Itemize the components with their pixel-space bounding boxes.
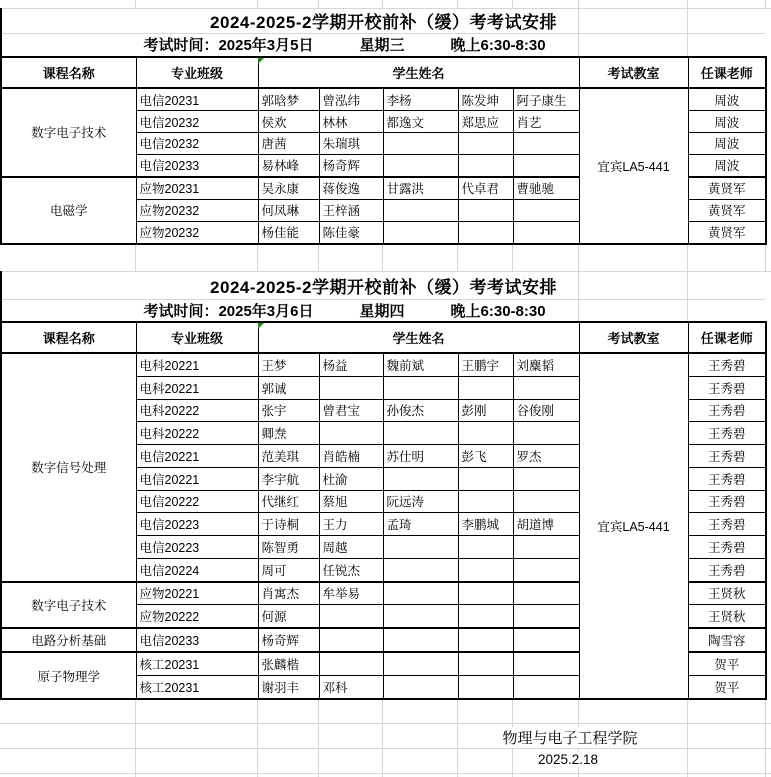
student-cell[interactable] [383, 221, 458, 244]
student-cell[interactable]: 杨奇辉 [319, 154, 383, 177]
class-cell[interactable]: 应物20221 [136, 582, 258, 605]
teacher-cell[interactable]: 王秀碧 [688, 490, 766, 513]
class-cell[interactable]: 电信20232 [136, 111, 258, 133]
teacher-cell[interactable]: 黄贤军 [688, 177, 766, 200]
student-cell[interactable]: 邓科 [319, 676, 383, 699]
student-cell[interactable]: 郑思应 [458, 111, 513, 133]
student-cell[interactable]: 蔡旭 [319, 490, 383, 513]
student-cell[interactable]: 王力 [319, 513, 383, 536]
header-course[interactable]: 课程名称 [1, 57, 136, 88]
table-subtitle[interactable] [0, 299, 687, 321]
class-cell[interactable]: 电信20233 [136, 154, 258, 177]
student-cell[interactable]: 魏前斌 [383, 353, 458, 376]
student-cell[interactable] [513, 490, 579, 513]
class-cell[interactable]: 核工20231 [136, 676, 258, 699]
student-cell[interactable]: 孟琦 [383, 513, 458, 536]
student-cell[interactable] [383, 558, 458, 581]
student-cell[interactable]: 胡道博 [513, 513, 579, 536]
gridline [0, 723, 771, 724]
class-cell[interactable]: 电信20231 [136, 88, 258, 111]
gridline [318, 700, 319, 777]
class-cell[interactable]: 应物20222 [136, 605, 258, 628]
teacher-cell[interactable]: 黄贤军 [688, 221, 766, 244]
exam-schedule-table [0, 56, 767, 245]
student-cell[interactable]: 周越 [319, 535, 383, 558]
student-cell[interactable]: 曾君宝 [319, 399, 383, 422]
header-students[interactable]: 学生姓名 [258, 322, 579, 353]
student-cell[interactable] [383, 376, 458, 399]
student-cell[interactable]: 唐茜 [258, 132, 319, 154]
teacher-cell[interactable]: 周波 [688, 154, 766, 177]
gridline [765, 0, 766, 8]
student-cell[interactable]: 罗杰 [513, 445, 579, 468]
student-cell[interactable]: 王梓涵 [319, 200, 383, 222]
student-cell[interactable]: 谷俊刚 [513, 399, 579, 422]
student-cell[interactable]: 肖艺 [513, 111, 579, 133]
class-cell[interactable]: 电信20221 [136, 467, 258, 490]
class-cell[interactable]: 电科20221 [136, 353, 258, 376]
student-cell[interactable]: 牟举易 [319, 582, 383, 605]
teacher-cell[interactable]: 周波 [688, 111, 766, 133]
course-cell[interactable]: 数字电子技术 [1, 582, 136, 629]
student-cell[interactable]: 刘麋韬 [513, 353, 579, 376]
header-room[interactable]: 考试教室 [579, 57, 688, 88]
gridline [382, 700, 383, 777]
gridline [382, 245, 383, 271]
gridline [512, 245, 513, 271]
gridline [578, 0, 579, 8]
teacher-cell[interactable]: 王秀碧 [688, 535, 766, 558]
student-cell[interactable] [458, 376, 513, 399]
student-cell[interactable] [513, 376, 579, 399]
gridline [765, 245, 766, 271]
student-cell[interactable]: 杨益 [319, 353, 383, 376]
student-cell[interactable] [458, 535, 513, 558]
student-cell[interactable] [383, 535, 458, 558]
exam-time-range: 晚上6:30-8:30 [450, 37, 546, 54]
exam-schedule-table [0, 321, 767, 700]
student-cell[interactable] [458, 490, 513, 513]
table-title[interactable]: 2024-2025-2学期开校前补（缓）考考试安排 [0, 8, 765, 33]
table-row [1, 88, 766, 111]
student-cell[interactable] [383, 605, 458, 628]
student-cell[interactable] [319, 628, 383, 652]
exam-weekday: 星期四 [359, 302, 405, 320]
student-cell[interactable]: 任锐杰 [319, 558, 383, 581]
header-teacher[interactable]: 任课老师 [688, 57, 766, 88]
student-cell[interactable]: 李鹏城 [458, 513, 513, 536]
student-cell[interactable]: 代卓君 [458, 177, 513, 200]
student-cell[interactable] [458, 558, 513, 581]
header-teacher[interactable]: 任课老师 [688, 322, 766, 353]
student-cell[interactable]: 何源 [258, 605, 319, 628]
student-cell[interactable]: 苏仕明 [383, 445, 458, 468]
student-cell[interactable]: 肖皓楠 [319, 445, 383, 468]
student-cell[interactable] [513, 132, 579, 154]
course-cell[interactable]: 原子物理学 [1, 652, 136, 699]
student-cell[interactable]: 李宇航 [258, 467, 319, 490]
teacher-cell[interactable]: 黄贤军 [688, 200, 766, 222]
class-cell[interactable]: 电科20222 [136, 399, 258, 422]
gridline [135, 700, 136, 777]
class-cell[interactable]: 电信20224 [136, 558, 258, 581]
student-cell[interactable]: 陈佳豪 [319, 221, 383, 244]
student-cell[interactable] [513, 558, 579, 581]
gridline [257, 0, 258, 8]
student-cell[interactable] [513, 676, 579, 699]
student-cell[interactable] [383, 200, 458, 222]
student-cell[interactable] [383, 422, 458, 445]
gridline [687, 0, 688, 8]
student-cell[interactable] [383, 652, 458, 675]
gridline [318, 0, 319, 8]
course-cell[interactable]: 数字电子技术 [1, 88, 136, 177]
exam-weekday: 星期三 [359, 37, 405, 54]
student-cell[interactable]: 范美琪 [258, 445, 319, 468]
teacher-cell[interactable]: 周波 [688, 132, 766, 154]
student-cell[interactable] [458, 154, 513, 177]
header-class[interactable]: 专业班级 [136, 322, 258, 353]
student-cell[interactable] [458, 221, 513, 244]
student-cell[interactable]: 谢羽丰 [258, 676, 319, 699]
room-cell[interactable]: 宜宾LA5-441 [579, 353, 688, 699]
header-students[interactable]: 学生姓名 [258, 57, 579, 88]
student-cell[interactable]: 陈智勇 [258, 535, 319, 558]
student-cell[interactable]: 周可 [258, 558, 319, 581]
gridline [578, 245, 579, 271]
student-cell[interactable]: 阿子康生 [513, 88, 579, 111]
student-cell[interactable]: 卿焘 [258, 422, 319, 445]
class-cell[interactable]: 应物20232 [136, 221, 258, 244]
header-course[interactable]: 课程名称 [1, 322, 136, 353]
teacher-cell[interactable]: 贺平 [688, 676, 766, 699]
header-room[interactable]: 考试教室 [579, 322, 688, 353]
gridline [318, 245, 319, 271]
student-cell[interactable] [458, 605, 513, 628]
student-cell[interactable]: 曾泓纬 [319, 88, 383, 111]
student-cell[interactable]: 李杨 [383, 88, 458, 111]
student-cell[interactable]: 甘露洪 [383, 177, 458, 200]
exam-time-range: 晚上6:30-8:30 [450, 302, 546, 320]
student-cell[interactable]: 王梦 [258, 353, 319, 376]
footer-date[interactable]: 2025.2.18 [534, 752, 602, 767]
gridline [135, 245, 136, 271]
exam-table-1 [0, 8, 765, 245]
student-cell[interactable]: 孙俊杰 [383, 399, 458, 422]
class-cell[interactable]: 电信20232 [136, 132, 258, 154]
student-cell[interactable] [513, 652, 579, 675]
student-cell[interactable] [513, 467, 579, 490]
student-cell[interactable]: 代继红 [258, 490, 319, 513]
gridline [0, 748, 771, 749]
student-cell[interactable]: 阮远涛 [383, 490, 458, 513]
student-cell[interactable]: 彭飞 [458, 445, 513, 468]
exam-time-label: 考试时间：2025年3月6日 [143, 302, 314, 320]
footer-college[interactable]: 物理与电子工程学院 [498, 727, 641, 748]
student-cell[interactable]: 曹驰驰 [513, 177, 579, 200]
student-cell[interactable]: 易林峰 [258, 154, 319, 177]
class-cell[interactable]: 电信20223 [136, 513, 258, 536]
student-cell[interactable] [513, 200, 579, 222]
student-cell[interactable]: 何凤琳 [258, 200, 319, 222]
student-cell[interactable]: 郭诚 [258, 376, 319, 399]
student-cell[interactable] [383, 154, 458, 177]
teacher-cell[interactable]: 王秀碧 [688, 467, 766, 490]
student-cell[interactable]: 蒋俊逸 [319, 177, 383, 200]
student-cell[interactable]: 张麟楷 [258, 652, 319, 675]
gridline [687, 245, 688, 271]
class-cell[interactable]: 电信20233 [136, 628, 258, 652]
student-cell[interactable]: 陈发坤 [458, 88, 513, 111]
room-cell[interactable]: 宜宾LA5-441 [579, 88, 688, 244]
gridline [457, 0, 458, 8]
class-cell[interactable]: 应物20232 [136, 200, 258, 222]
student-cell[interactable] [458, 582, 513, 605]
class-cell[interactable]: 电科20221 [136, 376, 258, 399]
student-cell[interactable]: 王鹏宇 [458, 353, 513, 376]
table-title[interactable]: 2024-2025-2学期开校前补（缓）考考试安排 [0, 271, 765, 299]
gridline [512, 0, 513, 8]
gridline [687, 700, 688, 777]
gridline [0, 773, 771, 774]
student-cell[interactable]: 杨奇辉 [258, 628, 319, 652]
teacher-cell[interactable]: 王秀碧 [688, 513, 766, 536]
student-cell[interactable]: 朱瑞琪 [319, 132, 383, 154]
gridline [765, 700, 766, 777]
teacher-cell[interactable]: 王秀碧 [688, 399, 766, 422]
table-row [1, 353, 766, 376]
student-cell[interactable] [458, 200, 513, 222]
course-cell[interactable]: 数字信号处理 [1, 353, 136, 582]
class-cell[interactable]: 核工20231 [136, 652, 258, 675]
student-cell[interactable] [513, 628, 579, 652]
class-cell[interactable]: 电信20223 [136, 535, 258, 558]
gridline [382, 0, 383, 8]
teacher-cell[interactable]: 王秀碧 [688, 353, 766, 376]
student-cell[interactable] [458, 628, 513, 652]
class-cell[interactable]: 应物20231 [136, 177, 258, 200]
student-cell[interactable] [458, 676, 513, 699]
student-cell[interactable] [458, 467, 513, 490]
student-cell[interactable] [513, 535, 579, 558]
table-subtitle[interactable] [0, 33, 687, 56]
student-cell[interactable]: 吴永康 [258, 177, 319, 200]
student-cell[interactable] [383, 132, 458, 154]
teacher-cell[interactable]: 贺平 [688, 652, 766, 675]
student-cell[interactable]: 张宇 [258, 399, 319, 422]
student-cell[interactable] [383, 582, 458, 605]
student-cell[interactable] [383, 676, 458, 699]
student-cell[interactable] [513, 154, 579, 177]
gridline [457, 700, 458, 777]
student-cell[interactable] [513, 221, 579, 244]
teacher-cell[interactable]: 王贤秋 [688, 582, 766, 605]
student-cell[interactable] [383, 467, 458, 490]
cell-flag-icon [258, 58, 264, 64]
course-cell[interactable]: 电路分析基础 [1, 628, 136, 652]
student-cell[interactable] [383, 628, 458, 652]
teacher-cell[interactable]: 王秀碧 [688, 376, 766, 399]
exam-time-label: 考试时间：2025年3月5日 [143, 37, 314, 54]
class-cell[interactable]: 电信20221 [136, 445, 258, 468]
class-cell[interactable]: 电信20222 [136, 490, 258, 513]
student-cell[interactable] [319, 376, 383, 399]
student-cell[interactable] [458, 132, 513, 154]
teacher-cell[interactable]: 周波 [688, 88, 766, 111]
exam-table-2 [0, 271, 765, 700]
class-cell[interactable]: 电科20222 [136, 422, 258, 445]
student-cell[interactable]: 肖寓杰 [258, 582, 319, 605]
student-cell[interactable] [319, 422, 383, 445]
student-cell[interactable] [513, 582, 579, 605]
student-cell[interactable] [319, 605, 383, 628]
student-cell[interactable]: 杨佳能 [258, 221, 319, 244]
student-cell[interactable] [513, 422, 579, 445]
student-cell[interactable] [319, 652, 383, 675]
teacher-cell[interactable]: 王秀碧 [688, 422, 766, 445]
student-cell[interactable] [458, 422, 513, 445]
teacher-cell[interactable]: 陶雪容 [688, 628, 766, 652]
gridline [257, 700, 258, 777]
teacher-cell[interactable]: 王秀碧 [688, 558, 766, 581]
student-cell[interactable]: 于诗桐 [258, 513, 319, 536]
student-cell[interactable]: 郭晗梦 [258, 88, 319, 111]
student-cell[interactable]: 彭刚 [458, 399, 513, 422]
student-cell[interactable] [458, 652, 513, 675]
cell-flag-icon [258, 323, 264, 329]
gridline [135, 0, 136, 8]
student-cell[interactable]: 侯欢 [258, 111, 319, 133]
teacher-cell[interactable]: 王秀碧 [688, 445, 766, 468]
gridline [457, 245, 458, 271]
student-cell[interactable]: 都逸文 [383, 111, 458, 133]
gridline [257, 245, 258, 271]
teacher-cell[interactable]: 王贤秋 [688, 605, 766, 628]
student-cell[interactable]: 杜渝 [319, 467, 383, 490]
student-cell[interactable]: 林林 [319, 111, 383, 133]
student-cell[interactable] [513, 605, 579, 628]
header-class[interactable]: 专业班级 [136, 57, 258, 88]
course-cell[interactable]: 电磁学 [1, 177, 136, 244]
